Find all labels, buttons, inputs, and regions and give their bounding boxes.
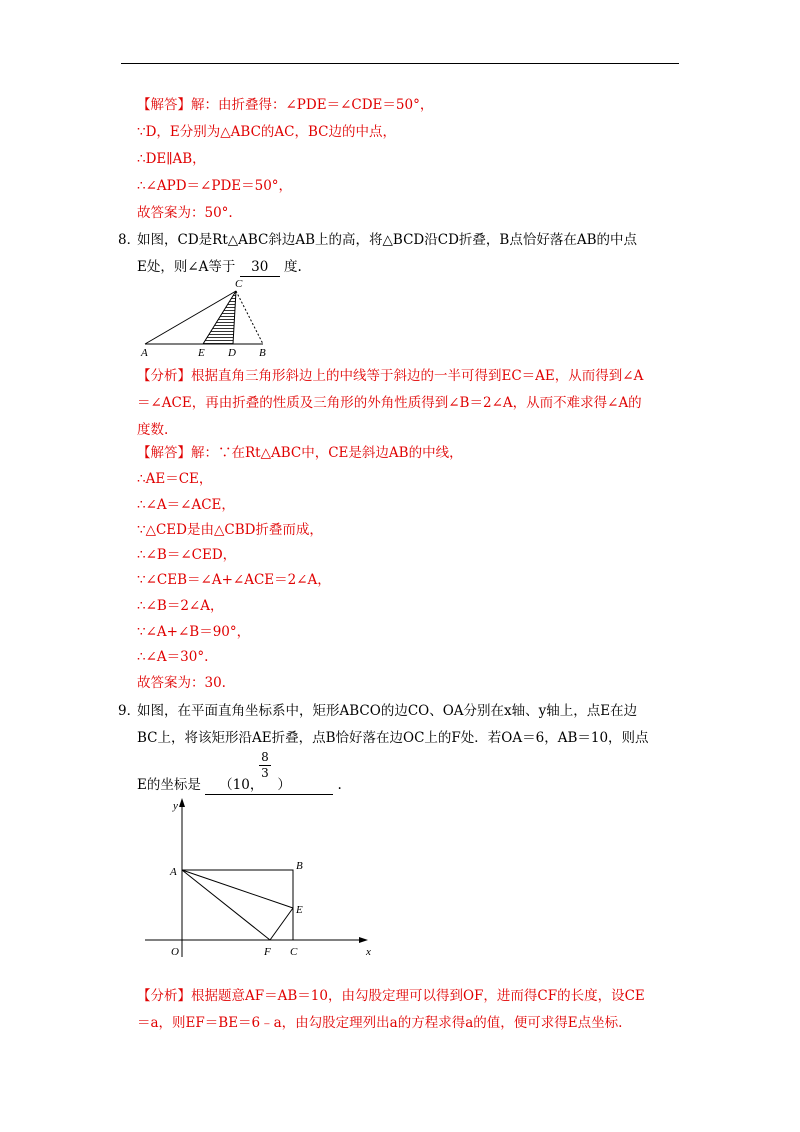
rectangle-abco bbox=[182, 870, 293, 940]
answer-blank: 30 bbox=[240, 258, 280, 277]
solution-line: ∵∠A+∠B＝90°， bbox=[137, 624, 251, 640]
fold-line-ae bbox=[182, 870, 293, 908]
question-text: 如图，CD是Rt△ABC斜边AB上的高，将△BCD沿CD折叠，B点恰好落在AB的中点 bbox=[137, 232, 637, 248]
label-c: C bbox=[290, 946, 298, 958]
segment-af bbox=[182, 870, 270, 940]
solution-line: ∵∠CEB＝∠A+∠ACE＝2∠A， bbox=[137, 572, 331, 588]
solution-line: 【解答】解：由折叠得：∠PDE＝∠CDE＝50°， bbox=[137, 97, 434, 113]
fraction-numerator: 8 bbox=[261, 750, 269, 764]
fraction-denominator: 3 bbox=[261, 766, 269, 780]
analysis-line: ＝∠ACE，再由折叠的性质及三角形的外角性质得到∠B＝2∠A，从而不难求得∠A的 bbox=[137, 395, 642, 411]
side-bc-dashed bbox=[236, 291, 263, 344]
y-axis-arrow bbox=[179, 798, 185, 807]
solution-line: ∴∠A＝30°. bbox=[137, 649, 209, 665]
solution-line: ∴∠B＝2∠A， bbox=[137, 598, 224, 614]
solution-line: ∵D，E分别为△ABC的AC，BC边的中点， bbox=[137, 124, 396, 140]
solution-line: ∵△CED是由△CBD折叠而成， bbox=[137, 522, 323, 538]
solution-line: ∴DE∥AB， bbox=[137, 151, 206, 167]
answer-part: （10， bbox=[219, 777, 264, 793]
question-text bbox=[137, 258, 302, 277]
label-a: A bbox=[141, 347, 148, 359]
analysis-line: ＝a，则EF＝BE＝6﹣a，由勾股定理列出a的方程求得a的值，便可求得E点坐标. bbox=[137, 1015, 623, 1031]
x-axis-arrow bbox=[359, 937, 368, 943]
label-o: O bbox=[171, 946, 179, 958]
solution-line: ∴∠APD＝∠PDE＝50°， bbox=[137, 178, 293, 194]
analysis-line: 【分析】根据题意AF＝AB＝10，由勾股定理可以得到OF，进而得CF的长度，设CE bbox=[137, 988, 645, 1004]
header-rule bbox=[121, 63, 679, 64]
question-number: 8． bbox=[118, 232, 141, 248]
question-text: 如图，在平面直角坐标系中，矩形ABCO的边CO、OA分别在x轴、y轴上，点E在边 bbox=[137, 703, 638, 719]
question-text-part: E处，则∠A等于 bbox=[137, 259, 236, 275]
solution-line: ∴∠B＝∠CED， bbox=[137, 547, 237, 563]
question-text-part: . bbox=[337, 777, 342, 793]
label-d: D bbox=[228, 347, 236, 359]
label-a: A bbox=[170, 866, 177, 878]
segment-fe bbox=[270, 908, 293, 940]
folded-triangle-cde bbox=[203, 291, 236, 344]
answer-fraction bbox=[259, 751, 271, 780]
label-b: B bbox=[296, 860, 303, 872]
label-c: C bbox=[235, 278, 243, 290]
analysis-line: 【分析】根据直角三角形斜边上的中线等于斜边的一半可得到EC＝AE，从而得到∠A bbox=[137, 368, 644, 384]
question-text-part: 度. bbox=[284, 259, 302, 275]
triangle-figure bbox=[138, 276, 278, 360]
label-b: B bbox=[259, 347, 266, 359]
solution-line: ∴AE＝CE， bbox=[137, 471, 213, 487]
question-text bbox=[137, 776, 342, 795]
answer-part: ） bbox=[277, 777, 291, 793]
label-e: E bbox=[296, 904, 303, 916]
label-y: y bbox=[173, 800, 178, 812]
label-x: x bbox=[366, 946, 371, 958]
question-text-part: E的坐标是 bbox=[137, 777, 201, 793]
solution-line: 故答案为：50°. bbox=[137, 205, 233, 221]
label-f: F bbox=[264, 946, 271, 958]
analysis-line: 度数. bbox=[137, 422, 169, 438]
solution-line: 故答案为：30. bbox=[137, 675, 226, 691]
label-e: E bbox=[198, 347, 205, 359]
solution-line: ∴∠A＝∠ACE， bbox=[137, 497, 235, 513]
coordinate-figure bbox=[140, 795, 380, 960]
question-number: 9． bbox=[118, 703, 141, 719]
question-text: BC上，将该矩形沿AE折叠，点B恰好落在边OC上的F处．若OA＝6，AB＝10，则点 bbox=[137, 730, 649, 746]
solution-line: 【解答】解：∵在Rt△ABC中，CE是斜边AB的中线， bbox=[137, 445, 463, 461]
